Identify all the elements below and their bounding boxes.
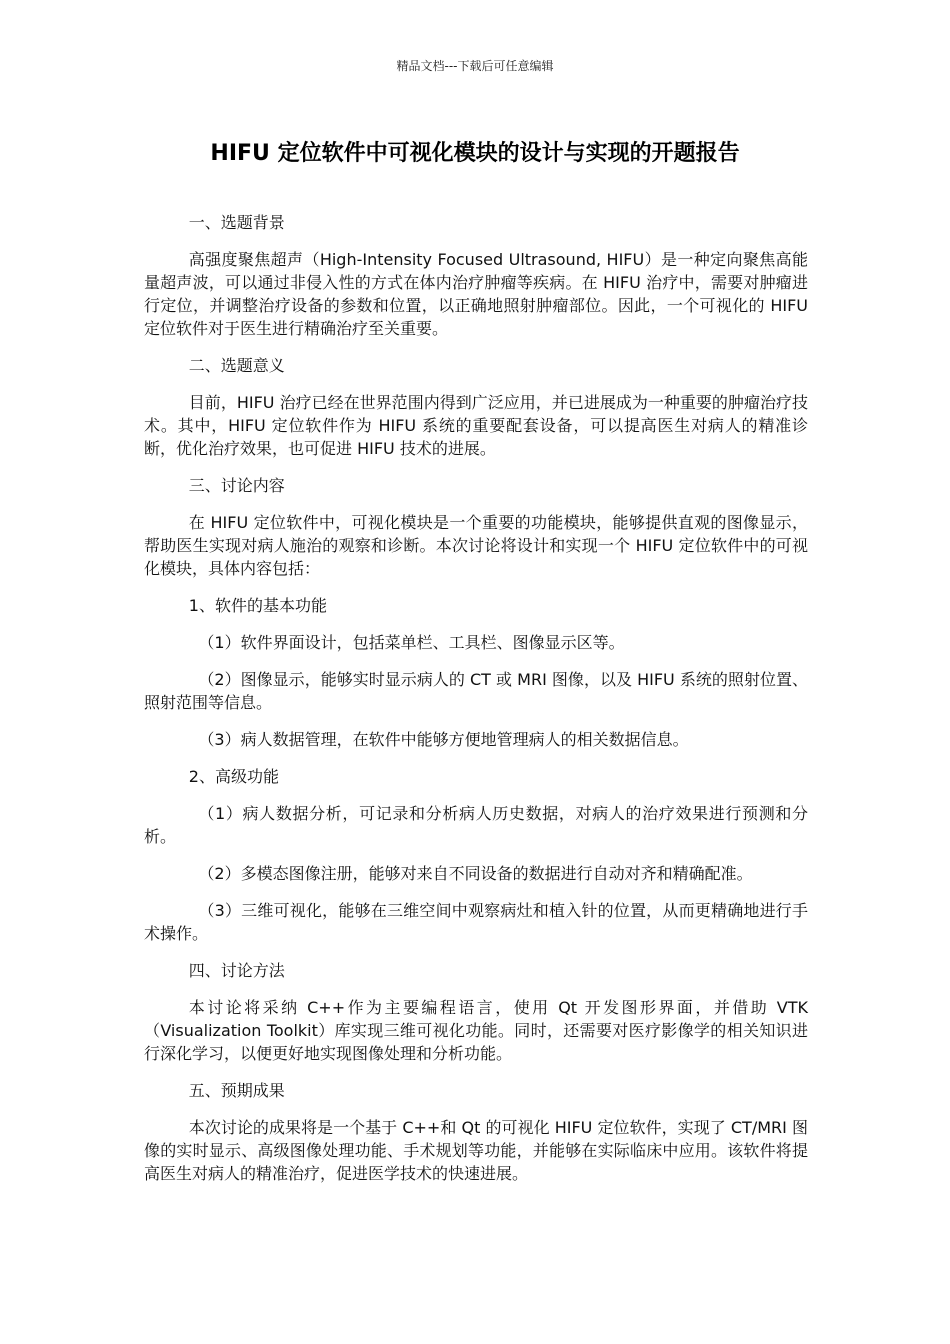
section-heading-significance: 二、选题意义 (188, 356, 285, 375)
document-body (144, 211, 808, 1199)
paragraph-expected-results: 本次讨论的成果将是一个基于 C++和 Qt 的可视化 HIFU 定位软件，实现了 CT/MRI 图像的实时显示、高级图像处理功能、手术规划等功能，并能够在实际临床中应用。该软件将提高医生对病人的精准治疗，促进医学技术的快速进展。 (144, 1118, 808, 1183)
section-heading-content: 三、讨论内容 (188, 476, 285, 495)
subheading-advanced-functions: 2、高级功能 (188, 767, 279, 786)
paragraph-significance: 目前，HIFU 治疗已经在世界范围内得到广泛应用，并已进展成为一种重要的肿瘤治疗技术。其中，HIFU 定位软件作为 HIFU 系统的重要配套设备，可以提高医生对病人的精准诊断，优化治疗效果，也可促进 HIFU 技术的进展。 (144, 393, 808, 458)
subheading-basic-functions: 1、软件的基本功能 (188, 596, 327, 615)
section-heading-method: 四、讨论方法 (188, 961, 285, 980)
section-heading-background: 一、选题背景 (188, 213, 285, 232)
list-item-basic-1: （1）软件界面设计，包括菜单栏、工具栏、图像显示区等。 (198, 633, 625, 652)
page-header: 精品文档---下载后可任意编辑 (396, 59, 554, 73)
paragraph-method: 本讨论将采纳 C++作为主要编程语言，使用 Qt 开发图形界面，并借助 VTK（Visualization Toolkit）库实现三维可视化功能。同时，还需要对医疗影像学的相关知识进行深化学习，以便更好地实现图像处理和分析功能。 (144, 998, 808, 1063)
list-item-advanced-2: （2）多模态图像注册，能够对来自不同设备的数据进行自动对齐和精确配准。 (198, 864, 753, 883)
document-title: HIFU 定位软件中可视化模块的设计与实现的开题报告 (210, 141, 740, 166)
list-item-basic-3: （3）病人数据管理，在软件中能够方便地管理病人的相关数据信息。 (198, 730, 689, 749)
list-item-advanced-3: （3）三维可视化，能够在三维空间中观察病灶和植入针的位置，从而更精确地进行手术操作。 (144, 901, 808, 943)
paragraph-content-intro: 在 HIFU 定位软件中，可视化模块是一个重要的功能模块，能够提供直观的图像显示，帮助医生实现对病人施治的观察和诊断。本次讨论将设计和实现一个 HIFU 定位软件中的可视化模块，具体内容包括： (144, 513, 808, 578)
list-item-basic-2: （2）图像显示，能够实时显示病人的 CT 或 MRI 图像，以及 HIFU 系统的照射位置、照射范围等信息。 (144, 670, 808, 712)
list-item-advanced-1: （1）病人数据分析，可记录和分析病人历史数据，对病人的治疗效果进行预测和分析。 (144, 804, 808, 846)
section-heading-expected-results: 五、预期成果 (188, 1081, 285, 1100)
paragraph-background: 高强度聚焦超声（High-Intensity Focused Ultrasound, HIFU）是一种定向聚焦高能量超声波，可以通过非侵入性的方式在体内治疗肿瘤等疾病。在 HIFU 治疗中，需要对肿瘤进行定位，并调整治疗设备的参数和位置，以正确地照射肿瘤部位。因此，一个可视化的 HIFU 定位软件对于医生进行精确治疗至关重要。 (144, 250, 808, 338)
